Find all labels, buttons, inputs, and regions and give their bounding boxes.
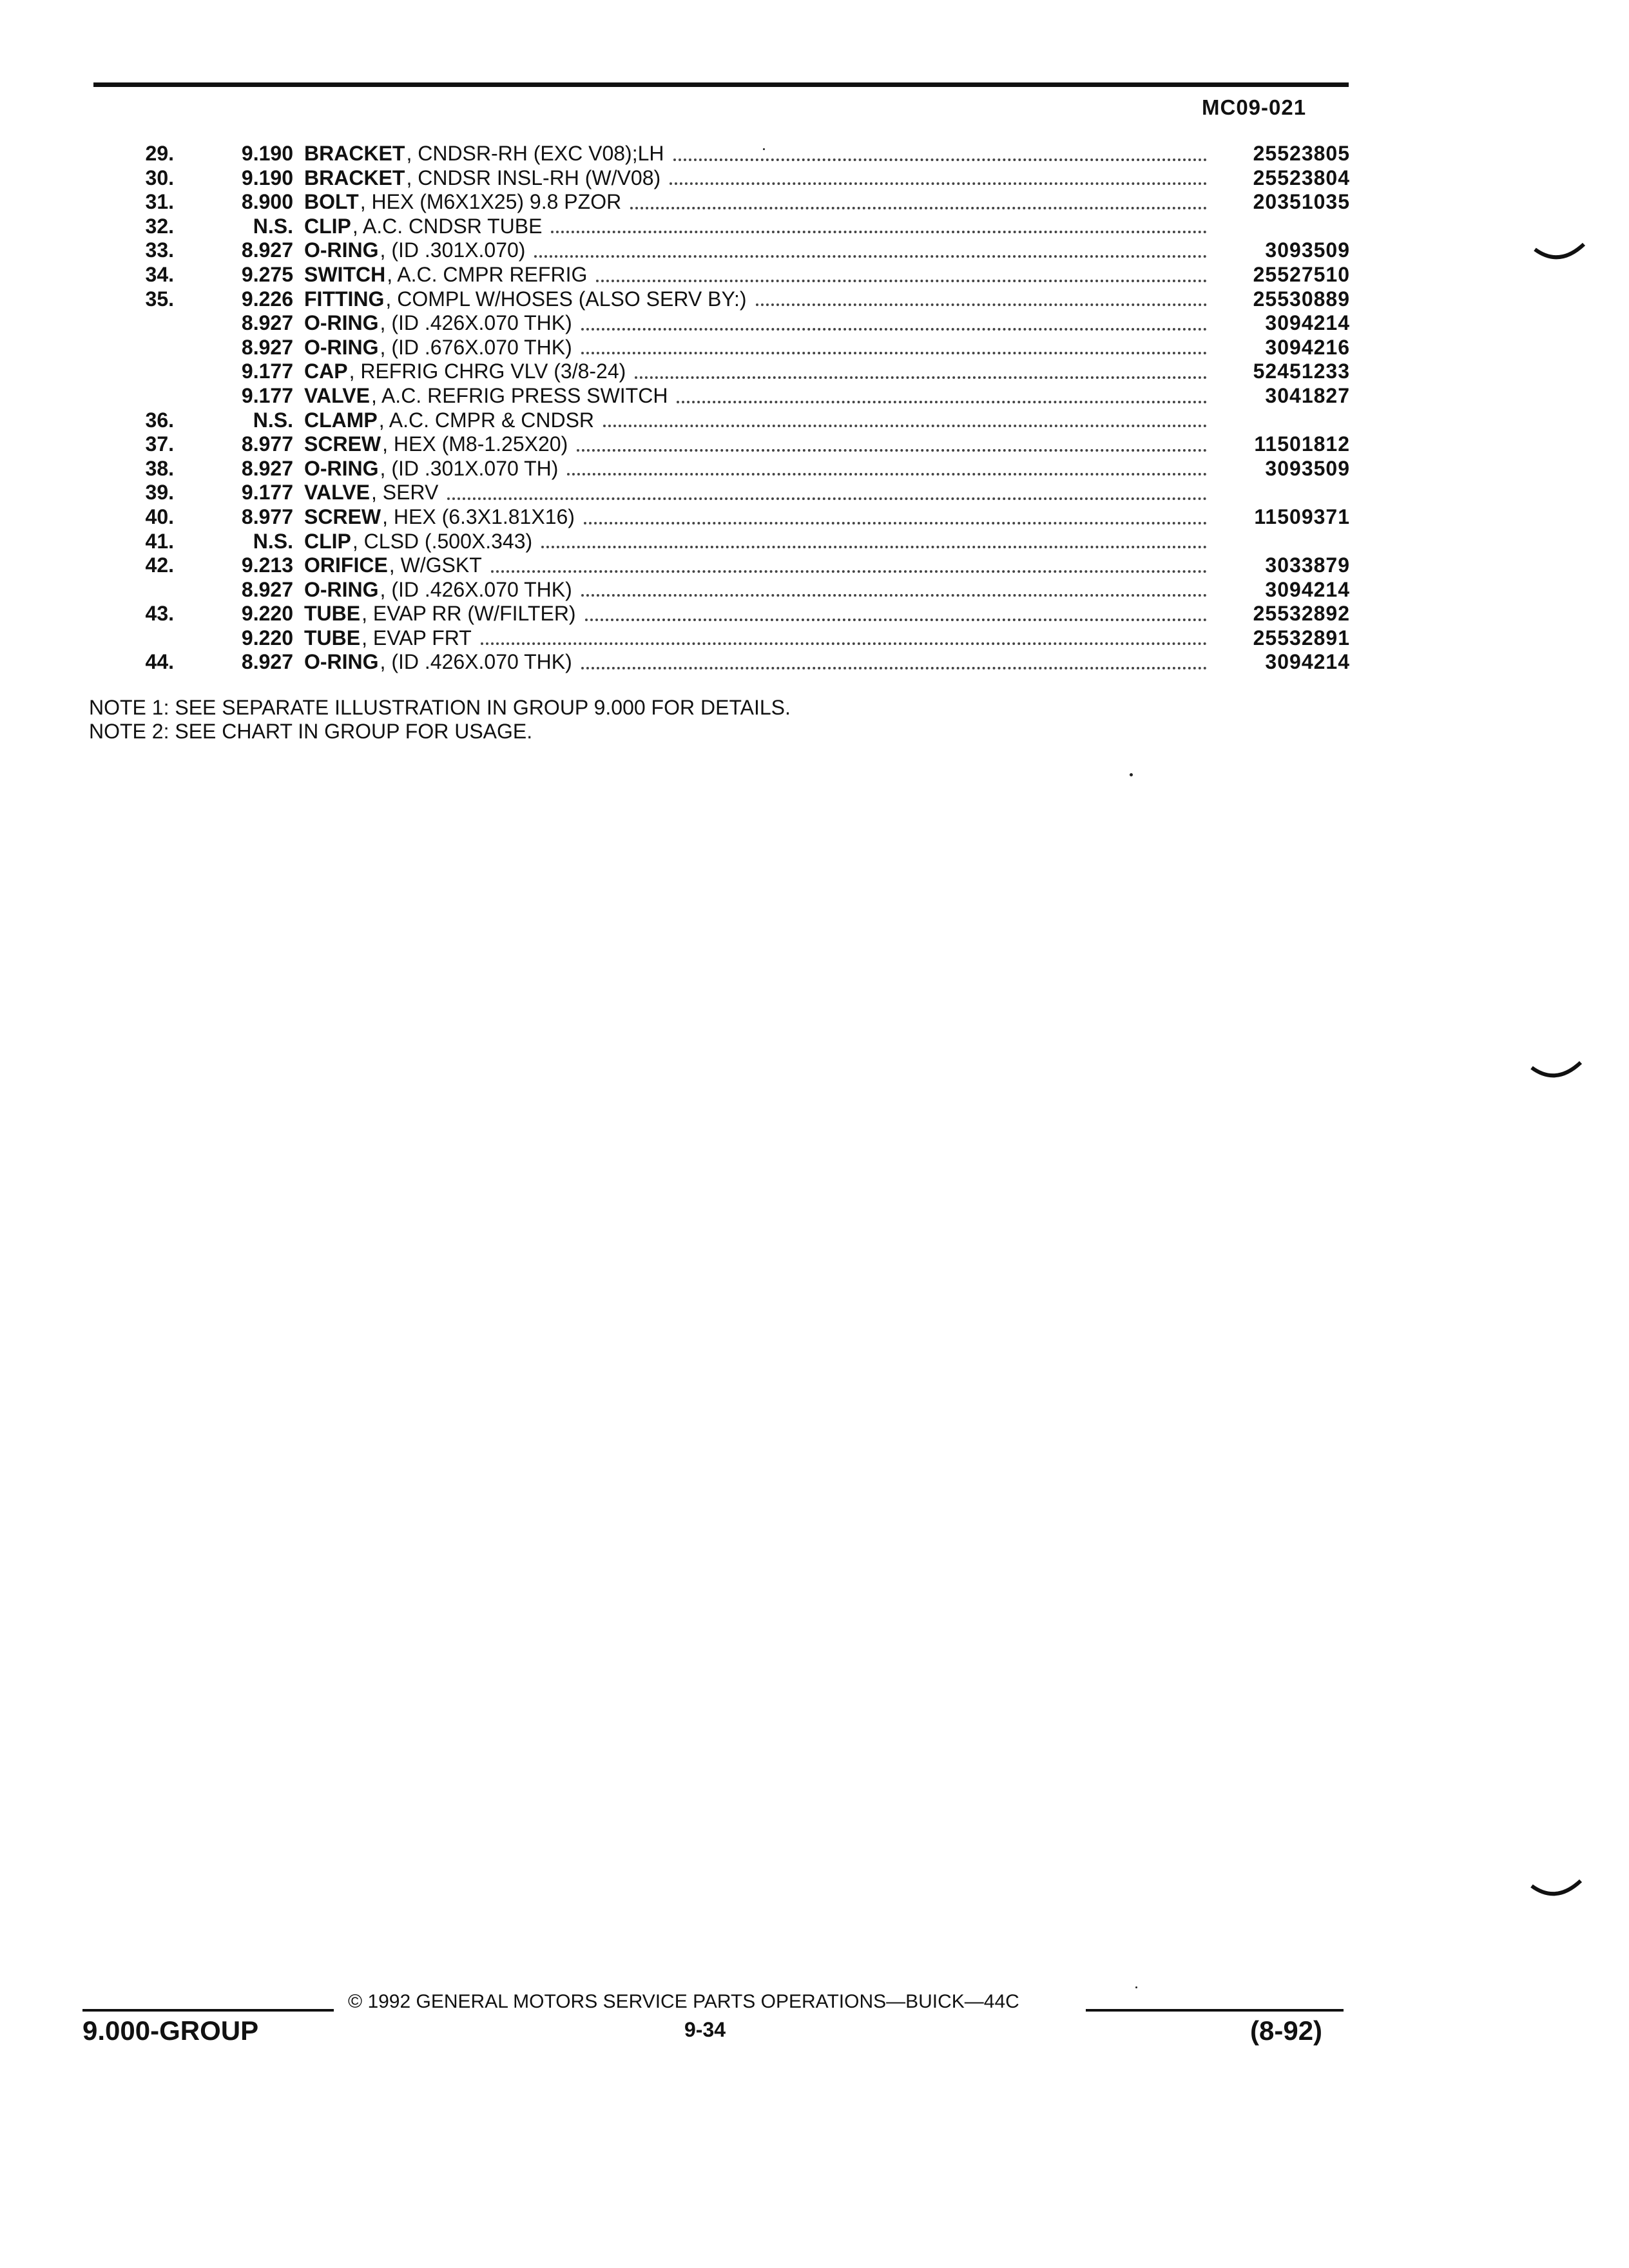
part-number: 52451233 (1253, 360, 1350, 383)
part-detail: , (ID .426X.070 THK) (380, 311, 572, 335)
group-number: 8.927 (241, 311, 293, 335)
parts-row (97, 650, 1350, 675)
part-description (304, 215, 1215, 239)
part-description (304, 384, 1215, 408)
part-number: 25523805 (1253, 142, 1350, 165)
part-name: O-RING (304, 650, 379, 674)
part-description (304, 530, 1215, 554)
group-number: 8.927 (241, 650, 293, 674)
item-number: 43. (145, 602, 174, 626)
group-number: 9.220 (241, 602, 293, 626)
parts-row (97, 626, 1350, 651)
group-number: 8.927 (241, 335, 293, 359)
group-number: 8.977 (241, 505, 293, 528)
footer-copyright: © 1992 GENERAL MOTORS SERVICE PARTS OPERATIONS—BUICK—44C (348, 1991, 1019, 2012)
parts-row (97, 578, 1350, 602)
part-name: CLAMP (304, 408, 378, 432)
part-name: O-RING (304, 456, 379, 480)
parts-row (97, 142, 1350, 166)
part-name: SCREW (304, 432, 381, 456)
binder-mark-icon (1534, 242, 1585, 267)
part-number: 3093509 (1265, 456, 1350, 480)
dot-leader (756, 303, 1207, 306)
part-detail: , SERV (371, 481, 439, 505)
item-number: 42. (145, 553, 174, 577)
group-number: 9.190 (241, 142, 293, 165)
parts-list (97, 142, 1350, 675)
part-name: SWITCH (304, 262, 386, 286)
part-number: 20351035 (1253, 190, 1350, 214)
dot-leader (584, 522, 1207, 524)
part-detail: , CNDSR INSL-RH (W/V08) (406, 166, 661, 189)
dot-leader (581, 328, 1207, 331)
part-name: TUBE (304, 602, 361, 626)
part-description (304, 578, 1215, 602)
parts-row (97, 238, 1350, 263)
part-number: 3094214 (1265, 577, 1350, 601)
item-number: 32. (145, 214, 174, 238)
parts-row (97, 553, 1350, 578)
part-name: CLIP (304, 214, 351, 238)
dot-leader (596, 280, 1207, 282)
part-detail: , EVAP FRT (361, 626, 472, 649)
item-number: 34. (145, 262, 174, 286)
dot-leader (541, 546, 1207, 548)
group-number: 9.177 (241, 360, 293, 383)
dot-leader (581, 352, 1207, 354)
group-number: N.S. (253, 408, 293, 432)
part-number: 3094216 (1265, 335, 1350, 359)
footer-rule-left (82, 2009, 334, 2012)
parts-row (97, 215, 1350, 239)
part-description (304, 553, 1215, 578)
part-description (304, 311, 1215, 336)
dot-leader (673, 159, 1208, 161)
part-detail: , A.C. CMPR & CNDSR (378, 408, 595, 432)
part-number: 3033879 (1265, 553, 1350, 577)
dot-leader (551, 231, 1207, 233)
binder-mark-icon (1530, 1060, 1582, 1086)
parts-row (97, 263, 1350, 287)
part-name: TUBE (304, 626, 361, 649)
dot-leader (581, 594, 1207, 597)
footer-rule-right (1086, 2009, 1344, 2012)
part-name: O-RING (304, 335, 379, 359)
part-detail: , (ID .301X.070) (380, 238, 526, 262)
part-number: 3094214 (1265, 311, 1350, 335)
group-number: N.S. (253, 214, 293, 238)
item-number: 44. (145, 650, 174, 674)
part-name: VALVE (304, 383, 370, 407)
part-description (304, 166, 1215, 191)
top-rule (93, 82, 1349, 87)
part-name: CLIP (304, 529, 351, 553)
parts-row (97, 384, 1350, 408)
dot-leader (603, 425, 1207, 427)
dot-leader (670, 182, 1207, 185)
item-number: 38. (145, 456, 174, 480)
scan-speck (1130, 773, 1133, 776)
group-number: 9.226 (241, 287, 293, 311)
parts-row (97, 408, 1350, 433)
dot-leader (581, 667, 1207, 669)
dot-leader (447, 497, 1207, 500)
group-number: 9.190 (241, 166, 293, 189)
part-detail: , COMPL W/HOSES (ALSO SERV BY:) (385, 287, 747, 311)
part-number: 11509371 (1254, 505, 1350, 528)
part-name: CAP (304, 360, 348, 383)
footer-group: 9.000-GROUP (82, 2015, 259, 2046)
item-number: 37. (145, 432, 174, 456)
scan-speck (1135, 1986, 1137, 1988)
part-detail: , A.C. CMPR REFRIG (387, 262, 588, 286)
group-number: 8.927 (241, 577, 293, 601)
part-description (304, 626, 1215, 651)
part-description (304, 505, 1215, 530)
parts-row (97, 530, 1350, 554)
parts-row (97, 311, 1350, 336)
part-name: BRACKET (304, 142, 405, 165)
part-description (304, 287, 1215, 312)
part-number: 3094214 (1265, 650, 1350, 674)
group-number: 9.220 (241, 626, 293, 649)
parts-row (97, 457, 1350, 481)
item-number: 36. (145, 408, 174, 432)
part-description (304, 602, 1215, 626)
group-number: 9.177 (241, 383, 293, 407)
part-detail: , HEX (M8-1.25X20) (382, 432, 568, 456)
parts-row (97, 190, 1350, 215)
part-description (304, 432, 1215, 457)
group-number: 9.213 (241, 553, 293, 577)
group-number: N.S. (253, 529, 293, 553)
item-number: 41. (145, 529, 174, 553)
item-number: 35. (145, 287, 174, 311)
part-description (304, 360, 1215, 384)
part-number: 25530889 (1253, 287, 1350, 311)
part-detail: , EVAP RR (W/FILTER) (361, 602, 576, 626)
part-name: BRACKET (304, 166, 405, 189)
part-detail: , A.C. CNDSR TUBE (352, 214, 543, 238)
part-name: BOLT (304, 190, 359, 214)
group-number: 8.927 (241, 238, 293, 262)
parts-row (97, 505, 1350, 530)
part-description (304, 650, 1215, 675)
dot-leader (635, 376, 1207, 379)
part-number: 3041827 (1265, 383, 1350, 407)
binder-mark-icon (1530, 1878, 1582, 1904)
part-name: VALVE (304, 481, 370, 505)
dot-leader (567, 473, 1207, 476)
item-number: 39. (145, 481, 174, 505)
part-detail: , (ID .676X.070 THK) (380, 335, 572, 359)
item-number: 30. (145, 166, 174, 189)
part-name: O-RING (304, 577, 379, 601)
part-name: ORIFICE (304, 553, 388, 577)
item-number: 29. (145, 142, 174, 165)
footer-page-number: 9-34 (684, 2018, 726, 2041)
item-number: 31. (145, 190, 174, 214)
dot-leader (491, 570, 1207, 573)
part-description (304, 336, 1215, 360)
parts-row (97, 432, 1350, 457)
part-number: 25532892 (1253, 602, 1350, 626)
group-number: 8.977 (241, 432, 293, 456)
part-name: O-RING (304, 311, 379, 335)
part-description (304, 142, 1215, 166)
part-name: SCREW (304, 505, 381, 528)
part-description (304, 238, 1215, 263)
parts-row (97, 602, 1350, 626)
part-number: 11501812 (1254, 432, 1350, 456)
dot-leader (534, 255, 1207, 258)
part-description (304, 457, 1215, 481)
footer-date: (8-92) (1250, 2015, 1323, 2046)
part-detail: , (ID .301X.070 TH) (380, 456, 559, 480)
item-number: 40. (145, 505, 174, 528)
parts-row (97, 360, 1350, 384)
notes (89, 696, 791, 744)
part-description (304, 481, 1215, 505)
item-number: 33. (145, 238, 174, 262)
part-description (304, 190, 1215, 215)
part-detail: , CLSD (.500X.343) (352, 529, 533, 553)
part-number: 3093509 (1265, 238, 1350, 262)
part-detail: , HEX (6.3X1.81X16) (382, 505, 575, 528)
part-detail: , W/GSKT (389, 553, 482, 577)
doc-code: MC09-021 (1202, 95, 1307, 119)
part-detail: , (ID .426X.070 THK) (380, 577, 572, 601)
parts-row (97, 336, 1350, 360)
dot-leader (481, 642, 1207, 645)
parts-row (97, 481, 1350, 505)
part-description (304, 408, 1215, 433)
group-number: 8.927 (241, 456, 293, 480)
part-name: O-RING (304, 238, 379, 262)
part-number: 25532891 (1253, 626, 1350, 649)
part-name: FITTING (304, 287, 385, 311)
dot-leader (585, 619, 1207, 621)
dot-leader (577, 449, 1207, 452)
scan-speck (763, 148, 765, 150)
group-number: 9.177 (241, 481, 293, 505)
part-detail: , (ID .426X.070 THK) (380, 650, 572, 674)
part-detail: , A.C. REFRIG PRESS SWITCH (371, 383, 668, 407)
part-detail: , REFRIG CHRG VLV (3/8-24) (349, 360, 626, 383)
part-detail: , HEX (M6X1X25) 9.8 PZOR (360, 190, 622, 214)
dot-leader (677, 401, 1207, 403)
group-number: 9.275 (241, 262, 293, 286)
part-description (304, 263, 1215, 287)
group-number: 8.900 (241, 190, 293, 214)
part-number: 25527510 (1253, 262, 1350, 286)
dot-leader (630, 207, 1207, 209)
note-2: NOTE 2: SEE CHART IN GROUP FOR USAGE. (89, 720, 533, 743)
part-detail: , CNDSR-RH (EXC V08);LH (406, 142, 664, 165)
parts-row (97, 166, 1350, 191)
parts-row (97, 287, 1350, 312)
note-1: NOTE 1: SEE SEPARATE ILLUSTRATION IN GROUP 9.000 FOR DETAILS. (89, 696, 791, 719)
part-number: 25523804 (1253, 166, 1350, 189)
